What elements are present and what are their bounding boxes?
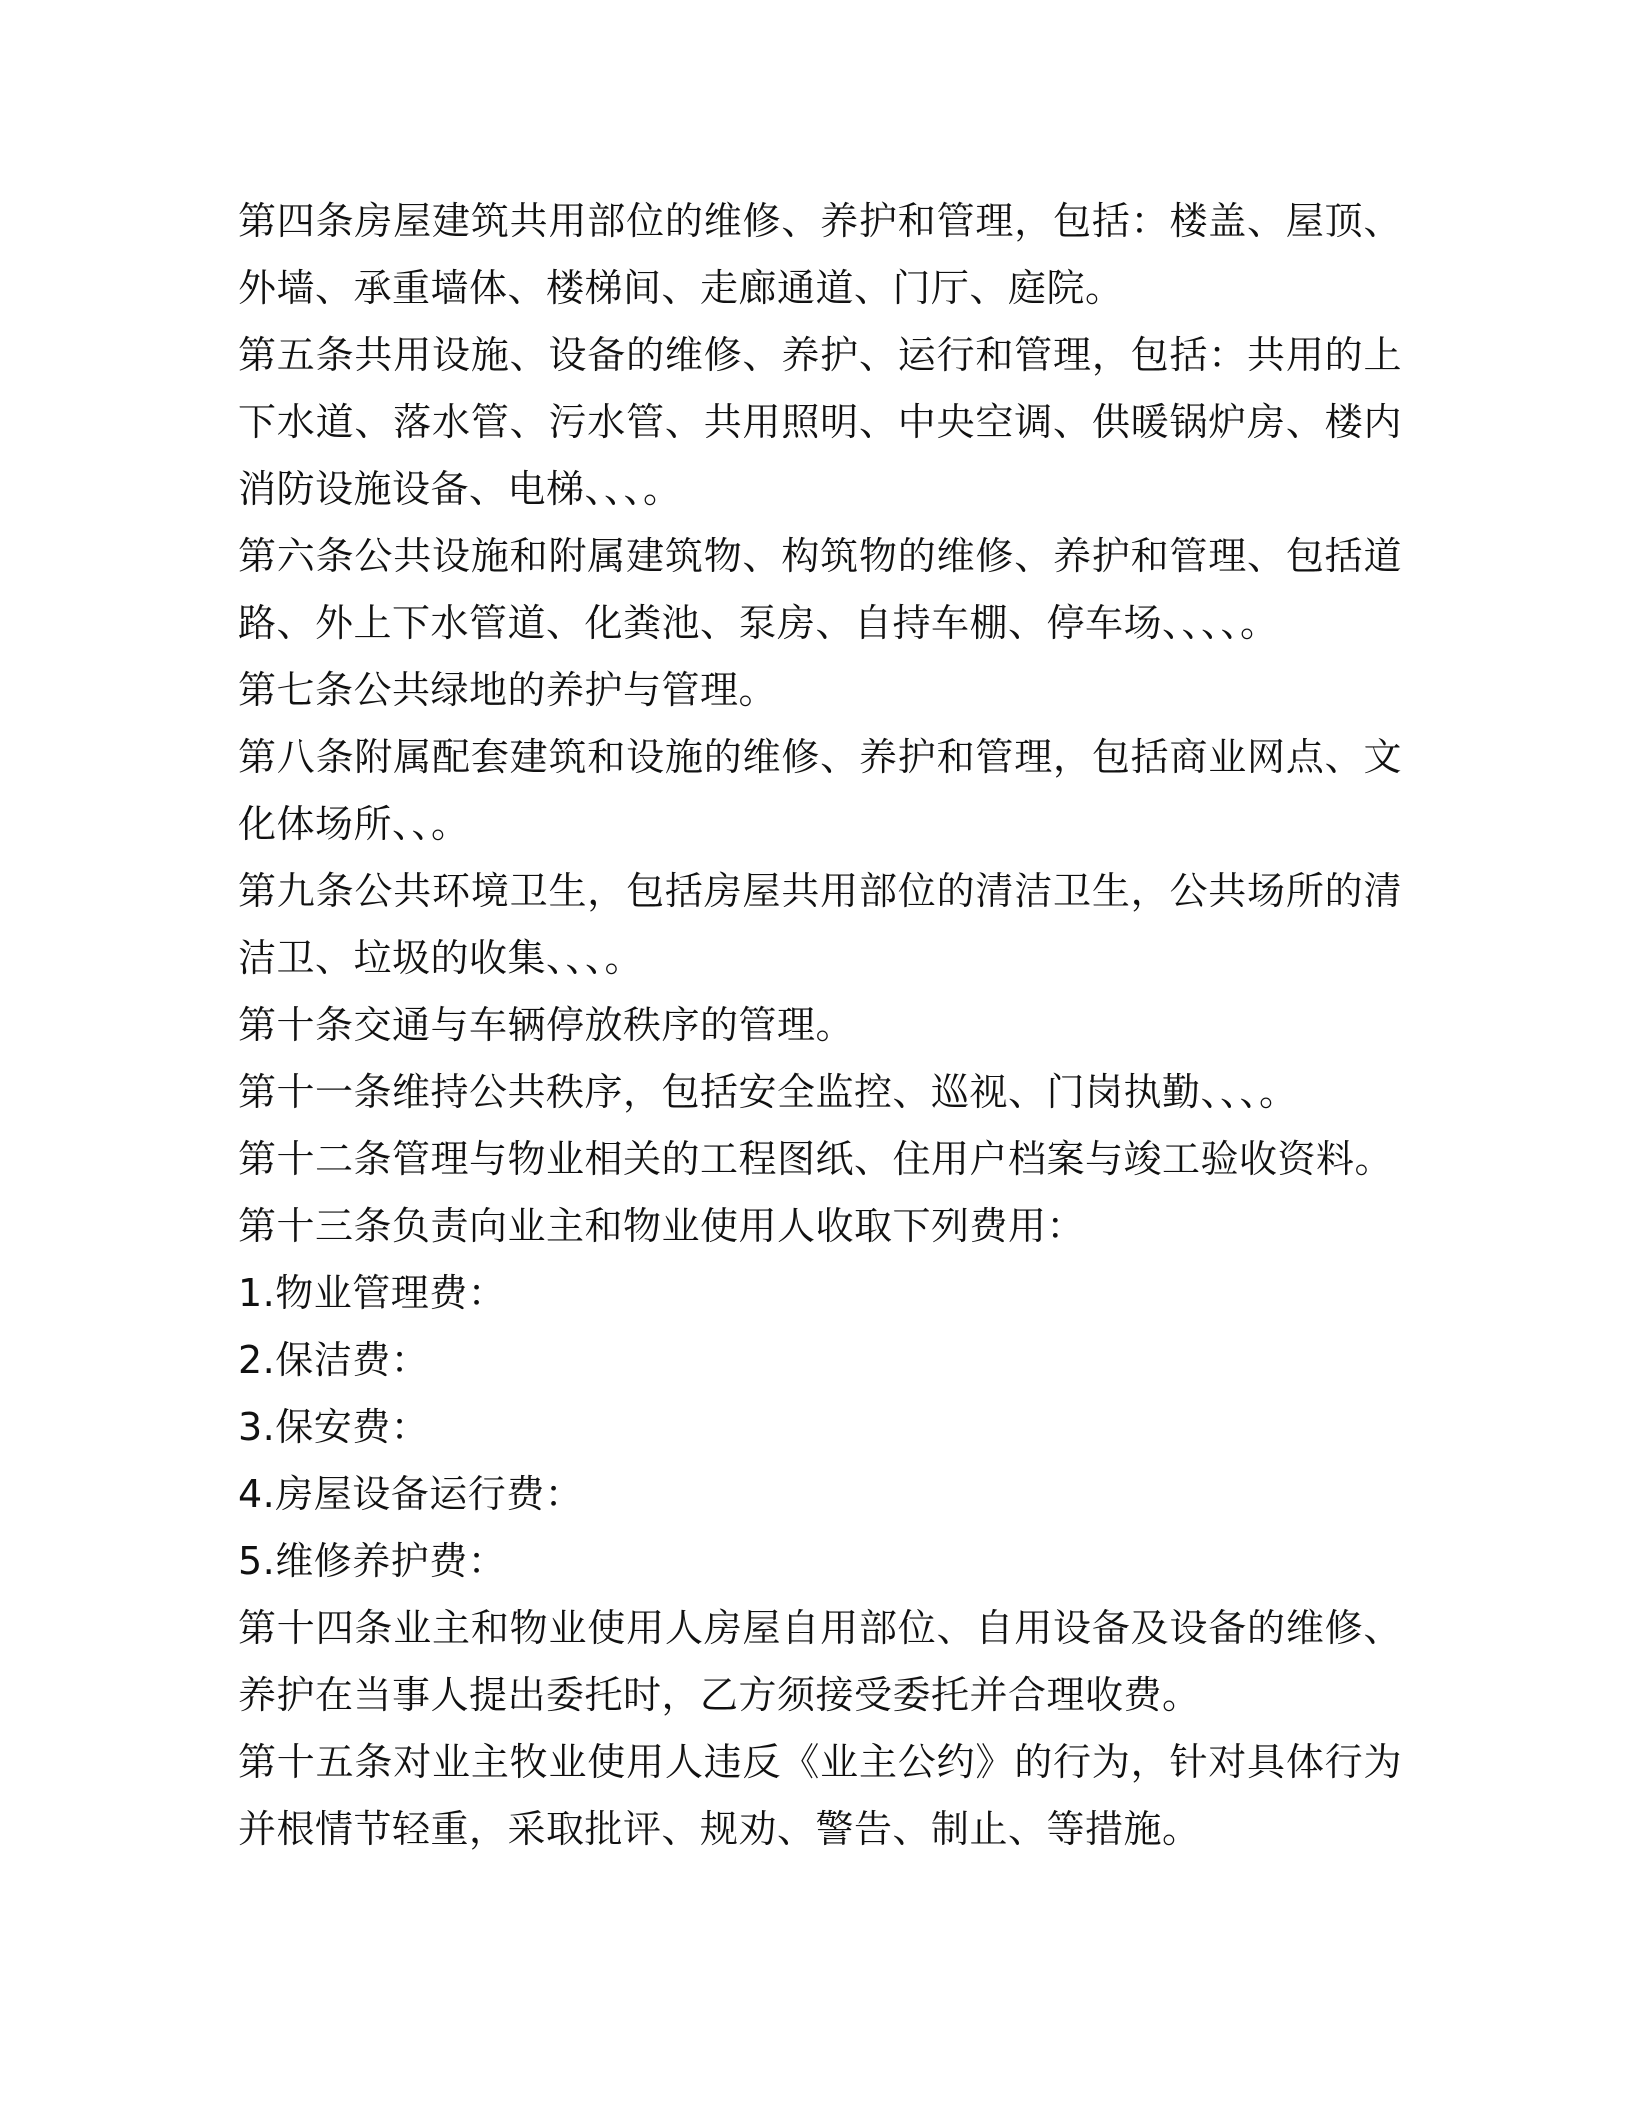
article-5: 第五条共用设施、设备的维修、养护、运行和管理，包括：共用的上下水道、落水管、污水管、共用照明、中央空调、供暖锅炉房、楼内消防设施设备、电梯、、、。: [238, 333, 1402, 511]
article-15: 第十五条对业主牧业使用人违反《业主公约》的行为，针对具体行为并根情节轻重，采取批评、规劝、警告、制止、等措施。: [238, 1740, 1402, 1851]
article-9: 第九条公共环境卫生，包括房屋共用部位的清洁卫生，公共场所的清洁卫、垃圾的收集、、、。: [238, 869, 1402, 980]
article-11: 第十一条维持公共秩序，包括安全监控、巡视、门岗执勤、、、。: [238, 1070, 1298, 1114]
fee-item-3: 3.保安费：: [238, 1405, 430, 1449]
article-7: 第七条公共绿地的养护与管理。: [238, 668, 778, 712]
fee-item-4: 4.房屋设备运行费：: [238, 1472, 584, 1516]
article-4: 第四条房屋建筑共用部位的维修、养护和管理，包括：楼盖、屋顶、外墙、承重墙体、楼梯间、走廊通道、门厅、庭院。: [238, 199, 1402, 310]
article-14: 第十四条业主和物业使用人房屋自用部位、自用设备及设备的维修、养护在当事人提出委托时，乙方须接受委托并合理收费。: [238, 1606, 1402, 1717]
article-12: 第十二条管理与物业相关的工程图纸、住用户档案与竣工验收资料。: [238, 1137, 1394, 1181]
article-6: 第六条公共设施和附属建筑物、构筑物的维修、养护和管理、包括道路、外上下水管道、化粪池、泵房、自持车棚、停车场、、、、。: [238, 534, 1402, 645]
fee-item-5: 5.维修养护费：: [238, 1539, 507, 1583]
fee-item-1: 1.物业管理费：: [238, 1271, 507, 1315]
article-10: 第十条交通与车辆停放秩序的管理。: [238, 1003, 855, 1047]
fee-item-2: 2.保洁费：: [238, 1338, 430, 1382]
article-13: 第十三条负责向业主和物业使用人收取下列费用：: [238, 1204, 1086, 1248]
document-body: [238, 188, 1402, 1863]
article-8: 第八条附属配套建筑和设施的维修、养护和管理，包括商业网点、文化体场所、、。: [238, 735, 1402, 846]
